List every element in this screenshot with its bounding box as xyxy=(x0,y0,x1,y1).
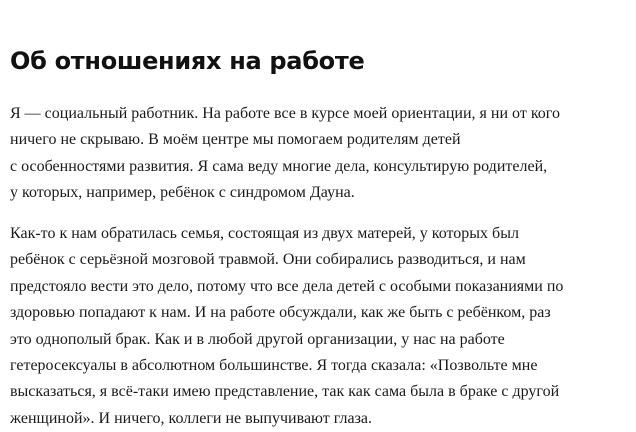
section-heading: Об отношениях на работе xyxy=(10,47,365,75)
paragraph-family-case xyxy=(10,221,563,432)
paragraph-social-worker xyxy=(10,101,560,207)
paragraph-line: Как-то к нам обратилась семья, состоящая из двух матерей, у которых был xyxy=(10,225,519,242)
paragraph-line: ребёнок с серьёзной мозговой травмой. Они собирались разводиться, и нам xyxy=(10,251,526,269)
paragraph-line: гетеросексуалы в абсолютном большинстве. Я тогда сказала: «Позвольте мне xyxy=(10,357,538,375)
paragraph-line: с особенностями развития. Я сама веду многие дела, консультирую родителей, xyxy=(10,157,548,175)
paragraph-line: ничего не скрываю. В моём центре мы помогаем родителям детей xyxy=(10,131,461,149)
paragraph-line: это однополый брак. Как и в любой другой организации, у нас на работе xyxy=(10,330,505,348)
paragraph-line: высказаться, я всё-таки имею представление, так как сама была в браке с другой xyxy=(10,383,560,401)
paragraph-line: здоровью попадают к нам. И на работе обсуждали, как же быть с ребёнком, раз xyxy=(10,304,551,322)
paragraph-line: предстояло вести это дело, потому что все дела детей с особыми показаниями по xyxy=(10,277,564,295)
paragraph-line: Я — социальный работник. На работе все в курсе моей ориентации, я ни от кого xyxy=(10,105,560,122)
paragraph-line: у которых, например, ребёнок с синдромом Дауна. xyxy=(10,184,355,202)
paragraph-line: женщиной». И ничего, коллеги не выпучивают глаза. xyxy=(10,409,373,427)
